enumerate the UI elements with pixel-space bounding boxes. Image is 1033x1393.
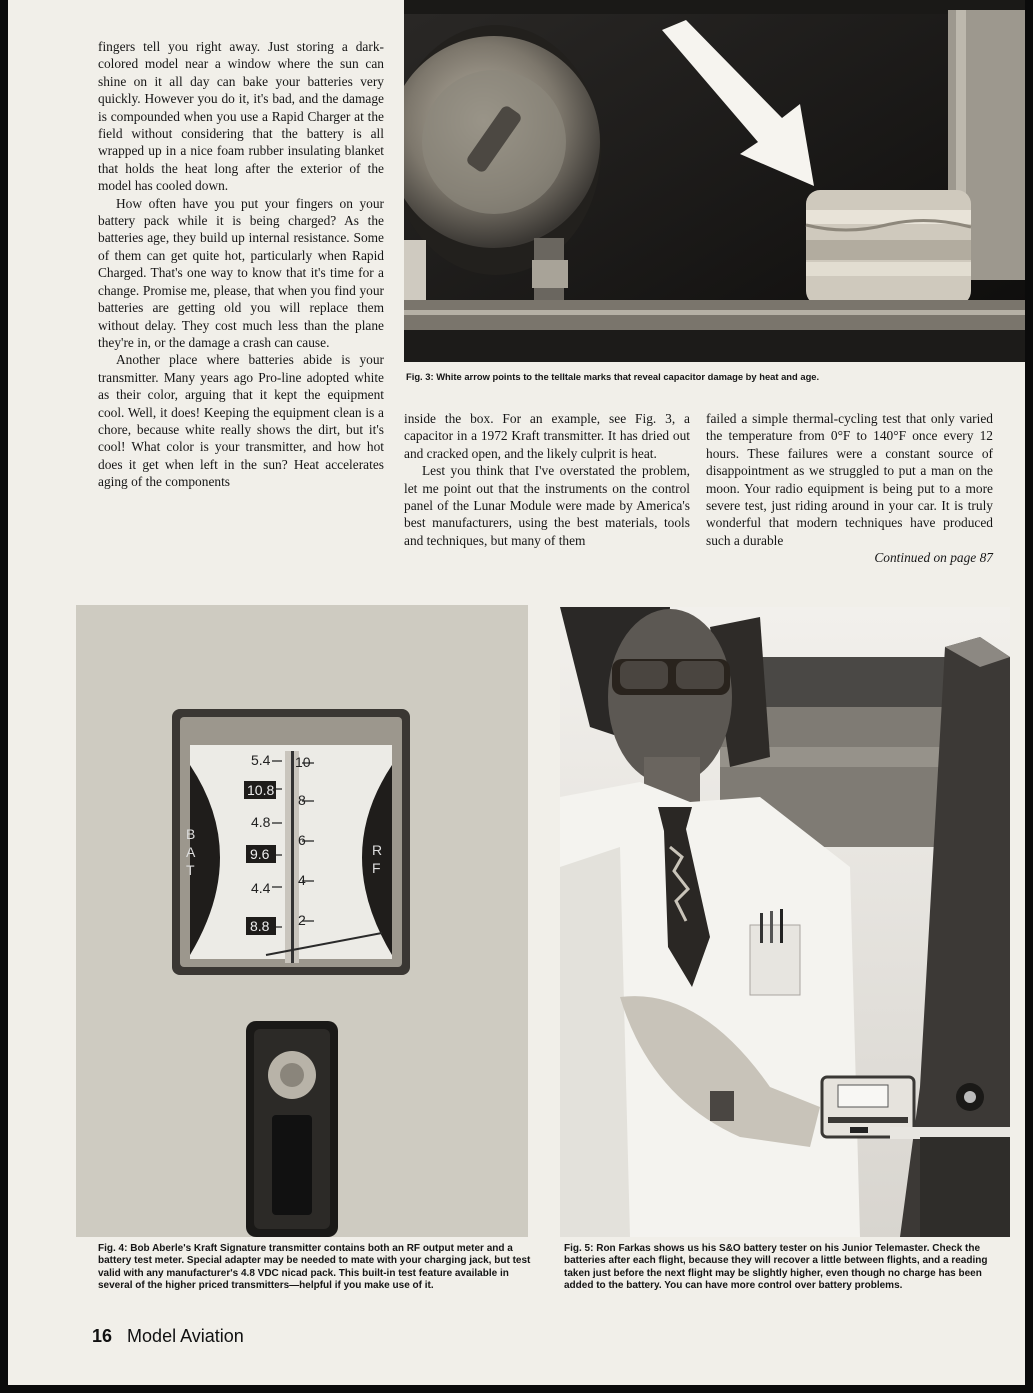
scale-label: 8 xyxy=(298,792,306,808)
meter-letter: A xyxy=(186,844,196,860)
fig4-caption: Fig. 4: Bob Aberle's Kraft Signature transmitter contains both an RF output meter and a battery test meter. Special adapter may be needed to mate with your charging jack, but test valid with any manufacturer's 4.8 VDC nicad pack. This built-in test feature available in several of the higher priced transmitters—helpful if you make use of it. xyxy=(98,1243,531,1292)
fig3-caption: Fig. 3: White arrow points to the telltale marks that reveal capacitor damage by heat and age. xyxy=(406,371,820,382)
fig5-caption: Fig. 5: Ron Farkas shows us his S&O battery tester on his Junior Telemaster. Check the batteries after each flight, because they will recover a little between flights, and a reading taken just before the next flight may be slightly higher, even though no charge has been added to the battery. You can have more control over battery problems. xyxy=(564,1243,988,1292)
meter-letter: B xyxy=(186,826,196,842)
fig4-photo-image xyxy=(76,605,528,1237)
continued-line: Continued on page 87 xyxy=(874,550,993,566)
fig5-photo xyxy=(560,607,1010,1237)
scale-label: 8.8 xyxy=(250,918,270,934)
page-footer xyxy=(92,1326,244,1347)
scale-label: 10.8 xyxy=(247,782,275,798)
paragraph: Another place where batteries abide is your transmitter. Many years ago Pro-line adopted white as their color, arguing that it kept the equipment cool. Well, it does! Keeping the equipment clean is a chore, because white really shows the dirt, but it's cool! What color is your transmitter, and how hot does it get when left in the sun? Heat accelerates aging of the components xyxy=(98,352,384,490)
text-column-2 xyxy=(404,410,690,549)
scale-label: 4.4 xyxy=(251,880,271,896)
meter-letter: R xyxy=(372,842,383,858)
text-column-1 xyxy=(98,38,384,491)
fig3-photo xyxy=(404,0,1025,362)
paragraph: fingers tell you right away. Just storing a dark-colored model near a window where the sun can shine on it all day can bake your batteries very quickly. However you do it, it's bad, and the damage is compounded when you use a Rapid Charger at the field without considering that the battery is all wrapped up in a nice foam rubber insulating blanket that holds the heat long after the exterior of the model has cooled down. xyxy=(98,39,384,194)
scale-label: 9.6 xyxy=(250,846,270,862)
magazine-name: Model Aviation xyxy=(127,1326,244,1346)
meter-letter: F xyxy=(372,860,381,876)
magazine-page xyxy=(8,0,1025,1385)
scale-label: 10 xyxy=(295,754,311,770)
fig5-photo-image xyxy=(560,607,1010,1237)
paragraph: Lest you think that I've overstated the problem, let me point out that the instruments on the control panel of the Lunar Module were made by America's best manufacturers, using the best materials, tools and techniques, but many of them xyxy=(404,463,690,548)
paragraph: How often have you put your fingers on your battery pack while it is being charged? As the batteries age, they build up internal resistance. Some of them can get quite hot, particularly when Rapid Charged. That's one way to know that it's time for a change. Promise me, please, that when you find your batteries are getting old you will replace them without delay. They cost much less than the plane they're in, or the damage a crash can cause. xyxy=(98,195,384,350)
scale-label: 5.4 xyxy=(251,752,271,768)
page-number: 16 xyxy=(92,1326,113,1346)
scale-label: 2 xyxy=(298,912,306,928)
fig3-photo-image xyxy=(404,0,1025,362)
scale-label: 4 xyxy=(298,872,306,888)
scale-label: 4.8 xyxy=(251,814,271,830)
fig4-photo xyxy=(76,605,528,1237)
paragraph: inside the box. For an example, see Fig. 3, a capacitor in a 1972 Kraft transmitter. It has dried out and cracked open, and the likely culprit is heat. xyxy=(404,411,690,461)
meter-letter: T xyxy=(186,862,195,878)
paragraph: failed a simple thermal-cycling test that only varied the temperature from 0°F to 140°F once every 12 hours. These failures were a constant source of disappointment as we struggled to put a man on the moon. Your radio equipment is being put to a more severe test, just riding around in your car. It is truly wonderful that modern techniques have produced such a durable xyxy=(706,411,993,548)
scale-label: 6 xyxy=(298,832,306,848)
text-column-3 xyxy=(706,410,993,567)
